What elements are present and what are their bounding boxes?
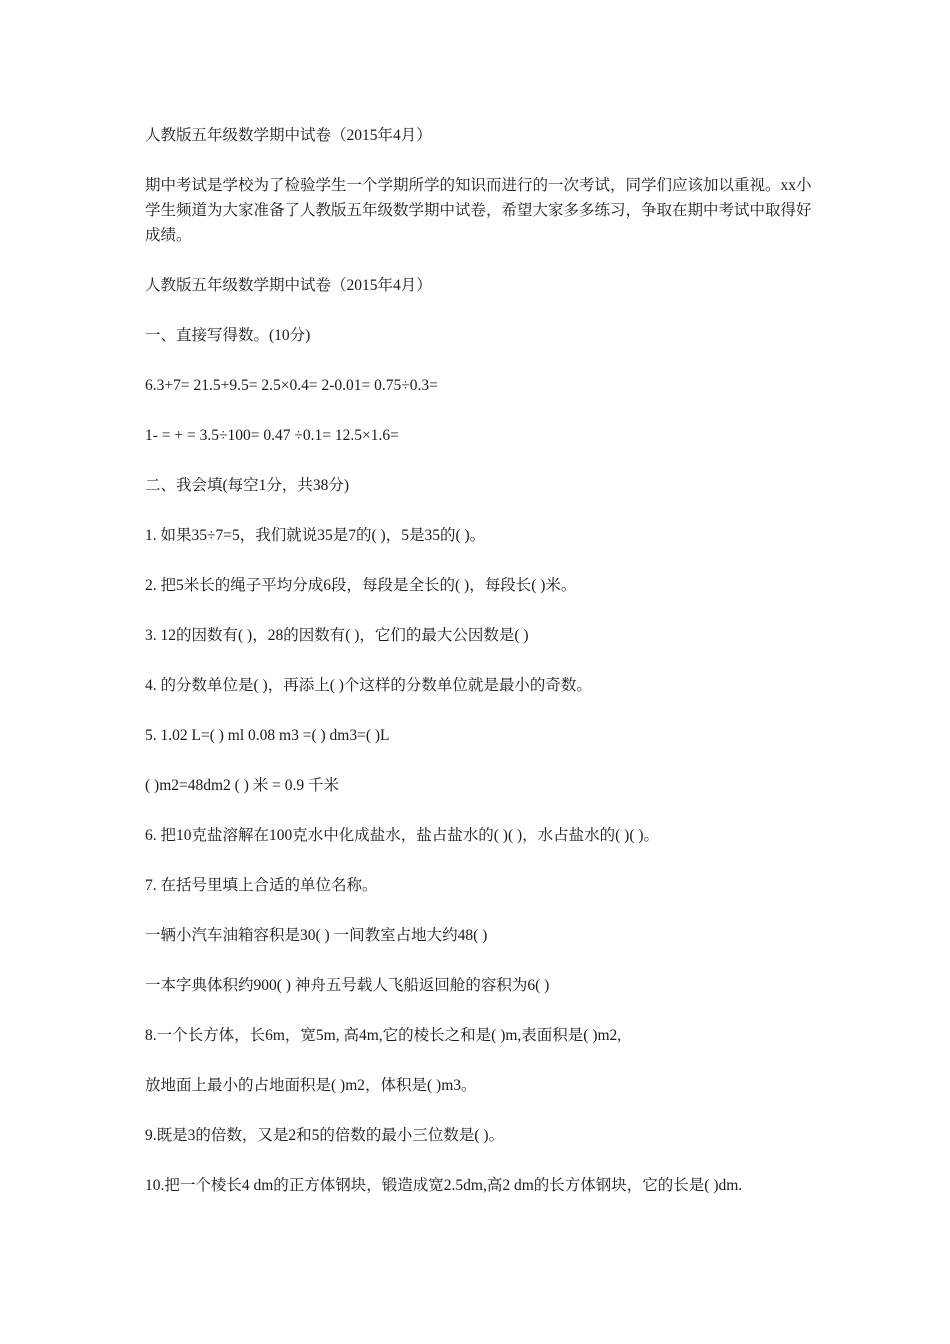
question-2: 2. 把5米长的绳子平均分成6段，每段是全长的( )，每段长( )米。 (145, 577, 577, 594)
intro-paragraph: 期中考试是学校为了检验学生一个学期所学的知识而进行的一次考试，同学们应该加以重视。xx小学生频道为大家准备了人教版五年级数学期中试卷，希望大家多多练习，争取在期中考试中取得好成绩。 (145, 177, 812, 244)
question-8-continued: 放地面上最小的占地面积是( )m2，体积是( )m3。 (145, 1077, 477, 1094)
calc-row-2: 1- = + = 3.5÷100= 0.47 ÷0.1= 12.5×1.6= (145, 427, 399, 444)
question-8: 8.一个长方体，长6m，宽5m, 高4m,它的棱长之和是( )m,表面积是( )m2, (145, 1027, 622, 1044)
document-body (145, 123, 815, 1223)
section-2-heading: 二、我会填(每空1分，共38分) (145, 477, 350, 494)
question-4: 4. 的分数单位是( )，再添上( )个这样的分数单位就是最小的奇数。 (145, 677, 592, 694)
question-5: 5. 1.02 L=( ) ml 0.08 m3 =( ) dm3=( )L (145, 727, 390, 744)
question-7: 7. 在括号里填上合适的单位名称。 (145, 877, 378, 894)
question-6: 6. 把10克盐溶解在100克水中化成盐水，盐占盐水的( )( )，水占盐水的( )( )。 (145, 827, 660, 844)
question-10: 10.把一个棱长4 dm的正方体钢块，锻造成宽2.5dm,高2 dm的长方体钢块，它的长是( )dm. (145, 1177, 743, 1194)
document-subtitle: 人教版五年级数学期中试卷（2015年4月） (145, 277, 432, 294)
question-7-row-2: 一本字典体积约900( ) 神舟五号载人飞船返回舱的容积为6( ) (145, 977, 550, 994)
question-5-continued: ( )m2=48dm2 ( ) 米 = 0.9 千米 (145, 777, 339, 794)
section-1-heading: 一、直接写得数。(10分) (145, 327, 311, 344)
question-7-row-1: 一辆小汽车油箱容积是30( ) 一间教室占地大约48( ) (145, 927, 488, 944)
question-1: 1. 如果35÷7=5，我们就说35是7的( )，5是35的( )。 (145, 527, 486, 544)
document-title: 人教版五年级数学期中试卷（2015年4月） (145, 127, 432, 144)
question-3: 3. 12的因数有( )，28的因数有( )，它们的最大公因数是( ) (145, 627, 529, 644)
calc-row-1: 6.3+7= 21.5+9.5= 2.5×0.4= 2-0.01= 0.75÷0.3= (145, 377, 438, 394)
question-9: 9.既是3的倍数，又是2和5的倍数的最小三位数是( )。 (145, 1127, 505, 1144)
